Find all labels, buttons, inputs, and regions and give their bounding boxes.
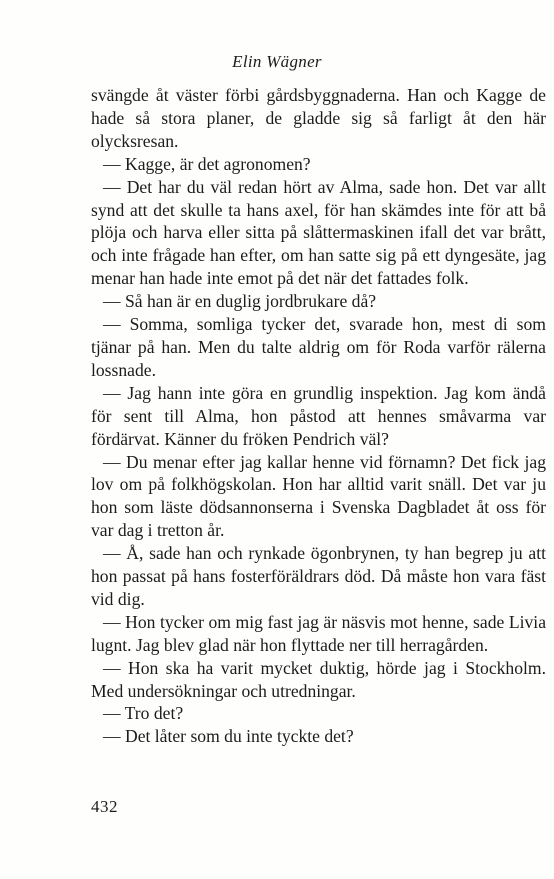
dialogue-line: — Kagge, är det agronomen? bbox=[103, 153, 311, 174]
page-number: 432 bbox=[91, 797, 118, 816]
dialogue-line: — Å, sade han och rynkade ögonbrynen, ty han begrep ju att hon passat på hans fosterföräldrars död. Då måste hon vara fäst vid dig. bbox=[91, 543, 546, 609]
dialogue-line: — Hon tycker om mig fast jag är näsvis mot henne, sade Livia lugnt. Jag blev glad när hon flyttade ner till herragården. bbox=[91, 611, 546, 655]
body-text bbox=[91, 84, 546, 748]
dialogue-line: — Du menar efter jag kallar henne vid förnamn? Det fick jag lov om på folkhögskolan. Hon har alltid varit snäll. Det var ju hon som läste dödsannonserna i Svenska Dagbladet åt oss för var dag i tretton år. bbox=[91, 451, 546, 541]
dialogue-line: — Det låter som du inte tyckte det? bbox=[103, 726, 354, 747]
dialogue-line: — Tro det? bbox=[103, 703, 184, 724]
dialogue-line: — Jag hann inte göra en grundlig inspektion. Jag kom ändå för sent till Alma, hon påstod att hennes småvarma var fördärvat. Känner du fröken Pendrich väl? bbox=[91, 382, 546, 449]
paragraph: svängde åt väster förbi gårdsbyggnaderna. Han och Kagge de hade så stora planer, de gladde sig så farligt åt den här olycksresan. bbox=[91, 85, 546, 151]
dialogue-line: — Hon ska ha varit mycket duktig, hörde jag i Stockholm. Med undersökningar och utredningar. bbox=[91, 657, 546, 701]
dialogue-line: — Så han är en duglig jordbrukare då? bbox=[103, 291, 377, 312]
dialogue-line: — Det har du väl redan hört av Alma, sade hon. Det var allt synd att det skulle ta hans axel, för han skämdes inte för att bå plöja och harva eller sitta på slåttermaskinen ifall det var brått, och inte frågade han efter, om han satte sig på ett dyngesäte, jag menar han hade inte emot på det när det fattades folk. bbox=[91, 176, 546, 289]
running-head: Elin Wägner bbox=[232, 52, 322, 71]
dialogue-line: — Somma, somliga tycker det, svarade hon, mest di som tjänar på han. Men du talte aldrig om för Roda varför rälerna lossnade. bbox=[91, 314, 546, 380]
